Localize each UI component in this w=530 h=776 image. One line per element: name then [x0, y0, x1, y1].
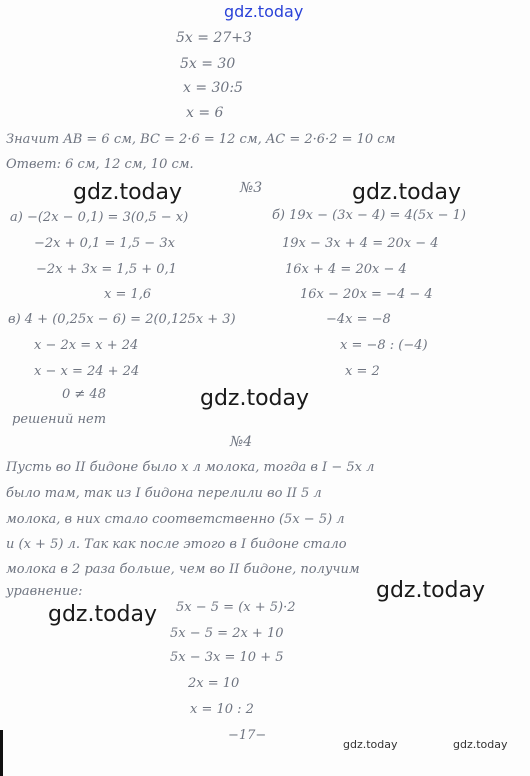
- watermark: gdz.today: [73, 180, 183, 205]
- equation-line: 5x = 27+3: [176, 30, 252, 46]
- equation-line: x = 6: [186, 105, 224, 121]
- equation-line: −4x = −8: [326, 312, 391, 327]
- equation-line: а) −(2x − 0,1) = 3(0,5 − x): [10, 210, 189, 225]
- page-edge-mark: [0, 730, 3, 776]
- equation-line: 5x − 5 = (x + 5)·2: [176, 600, 296, 615]
- equation-line: x = 30:5: [183, 80, 243, 96]
- watermark-footer: gdz.today: [453, 738, 508, 751]
- text-line: молока, в них стало соответственно (5x − 5) л: [6, 512, 345, 527]
- equation-line: x = 2: [345, 364, 380, 379]
- text-line: Пусть во II бидоне было x л молока, тогда в I − 5x л: [6, 460, 375, 475]
- watermark: gdz.today: [48, 602, 158, 627]
- text-line: молока в 2 раза больше, чем во II бидоне, получим: [6, 562, 360, 577]
- equation-line: в) 4 + (0,25x − 6) = 2(0,125x + 3): [8, 312, 236, 327]
- page-number: −17−: [228, 728, 267, 743]
- text-line: и (x + 5) л. Так как после этого в I бидоне стало: [6, 537, 347, 552]
- equation-line: 5x − 5 = 2x + 10: [170, 626, 284, 641]
- task-number: №4: [230, 434, 253, 450]
- equation-line: −2x + 3x = 1,5 + 0,1: [36, 262, 177, 277]
- answer-line: Ответ: 6 см, 12 см, 10 см.: [6, 157, 194, 172]
- watermark-top: gdz.today: [224, 2, 304, 21]
- equation-line: −2x + 0,1 = 1,5 − 3x: [34, 236, 175, 251]
- watermark-footer: gdz.today: [343, 738, 398, 751]
- equation-line: 16x + 4 = 20x − 4: [285, 262, 407, 277]
- equation-line: x − x = 24 + 24: [34, 364, 140, 379]
- equation-line: 0 ≠ 48: [62, 387, 106, 402]
- equation-line: x − 2x = x + 24: [34, 338, 139, 353]
- watermark: gdz.today: [376, 578, 486, 603]
- text-line: было там, так из I бидона перелили во II 5 л: [6, 486, 322, 501]
- equation-line: 5x = 30: [180, 56, 236, 72]
- watermark: gdz.today: [352, 180, 462, 205]
- equation-line: 5x − 3x = 10 + 5: [170, 650, 284, 665]
- watermark: gdz.today: [200, 386, 310, 411]
- equation-line: б) 19x − (3x − 4) = 4(5x − 1): [272, 208, 466, 223]
- conclusion-line: Значит AB = 6 см, BC = 2·6 = 12 см, AC = 2·6·2 = 10 см: [6, 132, 396, 147]
- equation-line: x = 1,6: [104, 287, 152, 302]
- equation-line: x = 10 : 2: [190, 702, 254, 717]
- text-line: уравнение:: [6, 584, 83, 599]
- equation-line: 2x = 10: [188, 676, 240, 691]
- equation-line: x = −8 : (−4): [340, 338, 428, 353]
- equation-line: 16x − 20x = −4 − 4: [300, 287, 433, 302]
- answer-line: решений нет: [12, 412, 107, 427]
- task-number: №3: [240, 180, 263, 196]
- equation-line: 19x − 3x + 4 = 20x − 4: [282, 236, 439, 251]
